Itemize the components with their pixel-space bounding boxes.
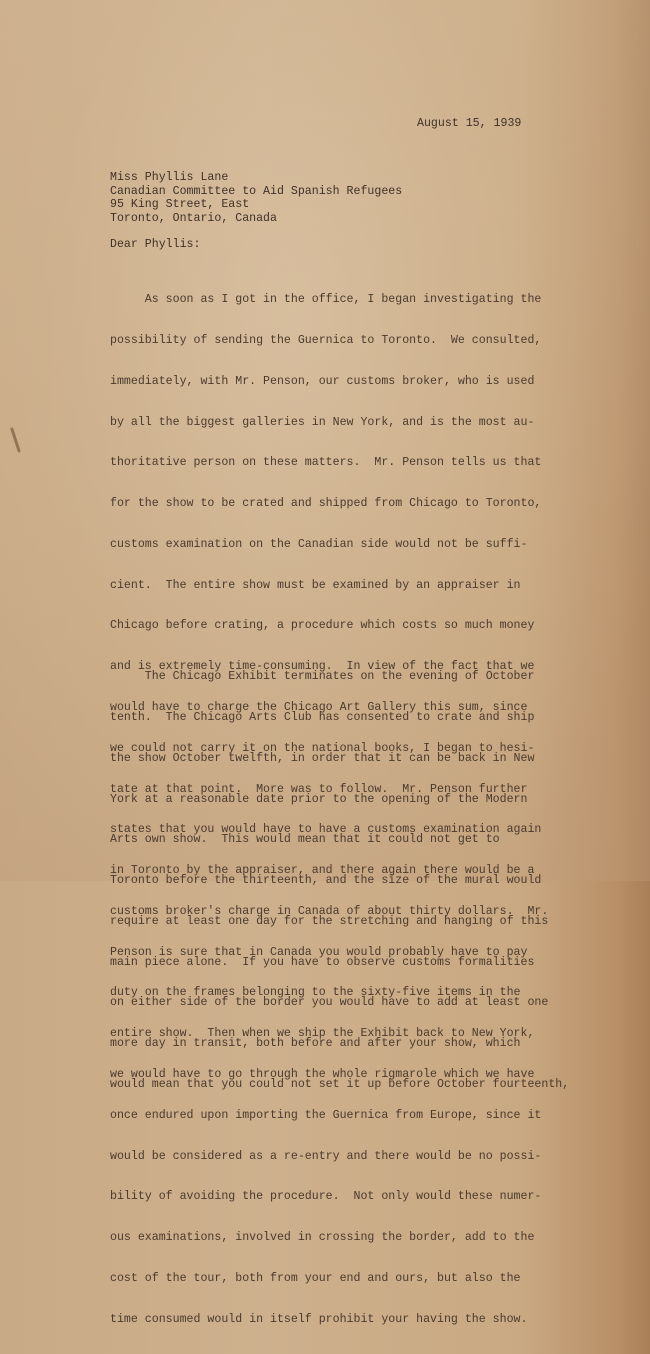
text-line: would mean that you could not set it up before October fourteenth, [110,1078,570,1091]
text-line: states that you would have to have a customs examination again [110,823,542,837]
text-line: we could not carry it on the national books, I began to hesi- [110,741,535,755]
text-line: for the show to be crated and shipped from Chicago to Toronto, [110,497,542,511]
text-line: The Chicago Exhibit terminates on the evening of October [110,670,535,684]
text-line: customs broker's charge in Canada of about thirty dollars. Mr. [110,904,549,918]
text-line: would have to charge the Chicago Art Gallery this sum, since [110,701,528,714]
text-line: York at a reasonable date prior to the opening of the Modern [110,792,528,806]
recipient-address [110,171,402,225]
text-line: ous examinations, involved in crossing the border, add to the [110,1231,535,1245]
text-line: and is extremely time-consuming. In view of the fact that we [110,660,535,674]
text-line: Toronto before the thirteenth, and the size of the mural would [110,874,542,888]
text-line: main piece alone. If you have to observe customs formalities [110,955,535,969]
letter-date: August 15, 1939 [417,117,522,130]
text-line: duty on the frames belonging to the sixty-five items in the [110,986,521,1000]
salutation: Dear Phyllis: [110,238,201,251]
text-line: cost of the tour, both from your end and ours, but also the [110,1271,521,1285]
text-line: Chicago before crating, a procedure which costs so much money [110,619,535,633]
text-line: entire show. Then when we ship the Exhibit back to New York, [110,1027,535,1041]
recipient-organization: Canadian Committee to Aid Spanish Refugees [110,184,403,198]
text-line: time consumed would in itself prohibit your having the show. [110,1312,528,1326]
text-line: thoritative person on these matters. Mr. Penson tells us that [110,456,542,470]
text-line: cient. The entire show must be examined by an appraiser in [110,578,521,592]
text-line: Penson is sure that in Canada you would probably have to pay [110,945,528,959]
text-line: tenth. The Chicago Arts Club has consented to crate and ship [110,710,535,724]
text-line: by all the biggest galleries in New York, and is the most au- [110,415,535,429]
text-line: immediately, with Mr. Penson, our customs broker, who is used [110,374,535,388]
text-line: require at least one day for the stretching and hanging of this [110,914,549,928]
text-line: in Toronto by the appraiser, and there again there would be a [110,864,535,878]
text-line: possibility of sending the Guernica to Toronto. We consulted, [110,333,542,347]
recipient-name: Miss Phyllis Lane [110,171,229,184]
recipient-city: Toronto, Ontario, Canada [110,211,277,225]
text-line: customs examination on the Canadian side would not be suffi- [110,537,528,551]
text-line: As soon as I got in the office, I began investigating the [110,293,542,307]
text-line: more day in transit, both before and after your show, which [110,1037,521,1051]
text-line: once endured upon importing the Guernica from Europe, since it [110,1108,542,1122]
text-line: would be considered as a re-entry and there would be no possi- [110,1149,542,1163]
pencil-mark [10,427,21,453]
text-line: we would have to go through the whole rigmarole which we have [110,1068,535,1082]
text-line: Arts own show. This would mean that it could not get to [110,833,500,847]
text-line: tate at that point. More was to follow. Mr. Penson further [110,782,528,796]
text-line: the show October twelfth, in order that it can be back in New [110,751,535,765]
text-line: bility of avoiding the procedure. Not only would these numer- [110,1190,542,1204]
recipient-street: 95 King Street, East [110,198,250,212]
text-line: on either side of the border you would have to add at least one [110,996,549,1010]
